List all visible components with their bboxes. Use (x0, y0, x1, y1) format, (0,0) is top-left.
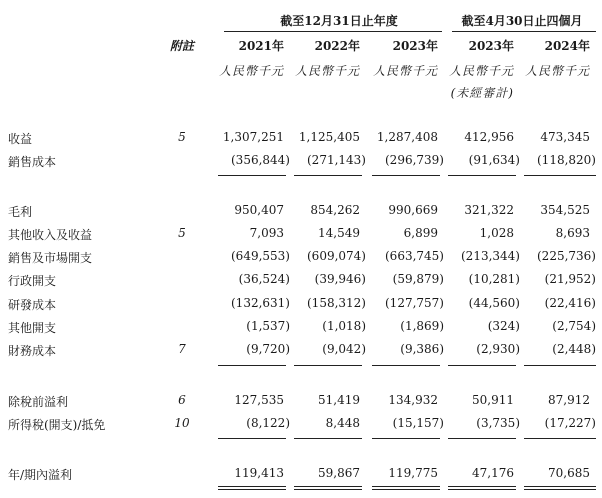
cell-gross-profit-2023: 990,669 (388, 203, 438, 217)
total-double-rule (218, 486, 286, 490)
cell-cost-of-sales-2021: (356,844) (231, 153, 290, 167)
cell-other-income-2022: 14,549 (318, 226, 360, 240)
cell-revenue-2023: 1,287,408 (376, 130, 438, 144)
cell-income-tax-2022: 8,448 (325, 416, 360, 430)
cell-rd-costs-2021: (132,631) (231, 296, 290, 310)
row-label-revenue: 收益 (8, 132, 33, 146)
cell-revenue-2024: 473,345 (540, 130, 590, 144)
cell-rd-costs-2023: (127,757) (385, 296, 444, 310)
header-group-year-end: 截至12月31日止年度 (280, 14, 398, 28)
cell-profit-for-period-2023: 119,775 (388, 466, 438, 480)
cell-gross-profit-2021: 950,407 (234, 203, 284, 217)
total-double-rule (294, 486, 362, 490)
cell-other-income-2021: 7,093 (249, 226, 284, 240)
cell-gross-profit-2023-interim: 321,322 (464, 203, 514, 217)
cell-rd-costs-2022: (158,312) (307, 296, 366, 310)
cell-revenue-2022: 1,125,405 (298, 130, 360, 144)
year-header-2022: 2022年 (314, 39, 360, 53)
row-label-profit-before-tax: 除稅前溢利 (8, 395, 69, 409)
cell-gross-profit-2024: 354,525 (540, 203, 590, 217)
cell-finance-costs-2023: (9,386) (400, 342, 444, 356)
unit-header-2021: 人民幣千元 (218, 64, 284, 78)
header-group-four-months-underline (452, 31, 596, 32)
unaudited-note: (未經審計) (450, 86, 514, 100)
subtotal-rule (294, 365, 362, 366)
cell-cost-of-sales-2024: (118,820) (537, 153, 596, 167)
unit-header-2023: 人民幣千元 (372, 64, 438, 78)
header-group-year-end-underline (224, 31, 442, 32)
cell-profit-before-tax-2023-interim: 50,911 (472, 393, 514, 407)
cell-profit-before-tax-2023: 134,932 (388, 393, 438, 407)
row-label-cost-of-sales: 銷售成本 (8, 155, 57, 169)
header-group-four-months: 截至4月30日止四個月 (461, 14, 583, 28)
cell-rd-costs-2024: (22,416) (544, 296, 596, 310)
row-label-profit-for-period: 年/期內溢利 (8, 468, 73, 482)
cell-other-income-2023: 6,899 (403, 226, 438, 240)
cell-profit-before-tax-2021: 127,535 (234, 393, 284, 407)
cell-other-income-2023-interim: 1,028 (479, 226, 514, 240)
cell-other-expenses-2022: (1,018) (322, 319, 366, 333)
cell-selling-expenses-2023-interim: (213,344) (461, 249, 520, 263)
year-header-2021: 2021年 (238, 39, 284, 53)
cell-cost-of-sales-2023: (296,739) (385, 153, 444, 167)
cell-profit-for-period-2021: 119,413 (234, 466, 284, 480)
row-label-gross-profit: 毛利 (8, 205, 33, 219)
subtotal-rule (218, 365, 286, 366)
row-note-income-tax: 10 (174, 416, 190, 430)
subtotal-rule (372, 175, 440, 176)
subtotal-rule (448, 175, 516, 176)
cell-admin-expenses-2023-interim: (10,281) (468, 272, 520, 286)
row-label-other-income: 其他收入及收益 (8, 228, 93, 242)
row-label-selling-expenses: 銷售及市場開支 (8, 251, 93, 265)
total-double-rule (372, 486, 440, 490)
subtotal-rule (218, 438, 286, 439)
row-label-rd-costs: 研發成本 (8, 298, 57, 312)
cell-finance-costs-2022: (9,042) (322, 342, 366, 356)
cell-finance-costs-2024: (2,448) (552, 342, 596, 356)
subtotal-rule (524, 438, 596, 439)
cell-other-expenses-2023: (1,869) (400, 319, 444, 333)
subtotal-rule (524, 365, 596, 366)
cell-admin-expenses-2023: (59,879) (392, 272, 444, 286)
subtotal-rule (294, 438, 362, 439)
cell-income-tax-2023: (15,157) (392, 416, 444, 430)
cell-profit-before-tax-2022: 51,419 (318, 393, 360, 407)
cell-other-expenses-2021: (1,537) (246, 319, 290, 333)
cell-rd-costs-2023-interim: (44,560) (468, 296, 520, 310)
cell-selling-expenses-2021: (649,553) (231, 249, 290, 263)
cell-cost-of-sales-2023-interim: (91,634) (468, 153, 520, 167)
subtotal-rule (524, 175, 596, 176)
subtotal-rule (448, 438, 516, 439)
subtotal-rule (218, 175, 286, 176)
cell-selling-expenses-2022: (609,074) (307, 249, 366, 263)
subtotal-rule (448, 365, 516, 366)
total-double-rule (448, 486, 516, 490)
cell-other-expenses-2023-interim: (324) (487, 319, 520, 333)
row-note-revenue: 5 (178, 130, 186, 144)
row-note-profit-before-tax: 6 (178, 393, 186, 407)
cell-other-income-2024: 8,693 (555, 226, 590, 240)
row-label-income-tax: 所得稅(開支)/抵免 (8, 418, 106, 432)
cell-cost-of-sales-2022: (271,143) (307, 153, 366, 167)
row-label-other-expenses: 其他開支 (8, 321, 57, 335)
cell-profit-for-period-2023-interim: 47,176 (472, 466, 514, 480)
cell-profit-before-tax-2024: 87,912 (548, 393, 590, 407)
note-column-header: 附註 (169, 39, 194, 53)
cell-income-tax-2021: (8,122) (246, 416, 290, 430)
row-label-finance-costs: 財務成本 (8, 344, 57, 358)
cell-selling-expenses-2024: (225,736) (537, 249, 596, 263)
year-header-2023: 2023年 (392, 39, 438, 53)
subtotal-rule (372, 438, 440, 439)
cell-admin-expenses-2024: (21,952) (544, 272, 596, 286)
cell-profit-for-period-2024: 70,685 (548, 466, 590, 480)
year-header-2023-interim: 2023年 (468, 39, 514, 53)
cell-finance-costs-2021: (9,720) (246, 342, 290, 356)
row-note-other-income: 5 (178, 226, 186, 240)
cell-gross-profit-2022: 854,262 (310, 203, 360, 217)
total-double-rule (524, 486, 596, 490)
cell-finance-costs-2023-interim: (2,930) (476, 342, 520, 356)
row-label-admin-expenses: 行政開支 (8, 274, 57, 288)
unit-header-2024: 人民幣千元 (524, 64, 590, 78)
cell-other-expenses-2024: (2,754) (552, 319, 596, 333)
cell-profit-for-period-2022: 59,867 (318, 466, 360, 480)
cell-admin-expenses-2022: (39,946) (314, 272, 366, 286)
cell-income-tax-2024: (17,227) (544, 416, 596, 430)
year-header-2024: 2024年 (544, 39, 590, 53)
unit-header-2023-interim: 人民幣千元 (448, 64, 514, 78)
subtotal-rule (372, 365, 440, 366)
cell-selling-expenses-2023: (663,745) (385, 249, 444, 263)
unit-header-2022: 人民幣千元 (294, 64, 360, 78)
cell-income-tax-2023-interim: (3,735) (476, 416, 520, 430)
cell-revenue-2023-interim: 412,956 (464, 130, 514, 144)
cell-revenue-2021: 1,307,251 (222, 130, 284, 144)
subtotal-rule (294, 175, 362, 176)
cell-admin-expenses-2021: (36,524) (238, 272, 290, 286)
row-note-finance-costs: 7 (178, 342, 186, 356)
